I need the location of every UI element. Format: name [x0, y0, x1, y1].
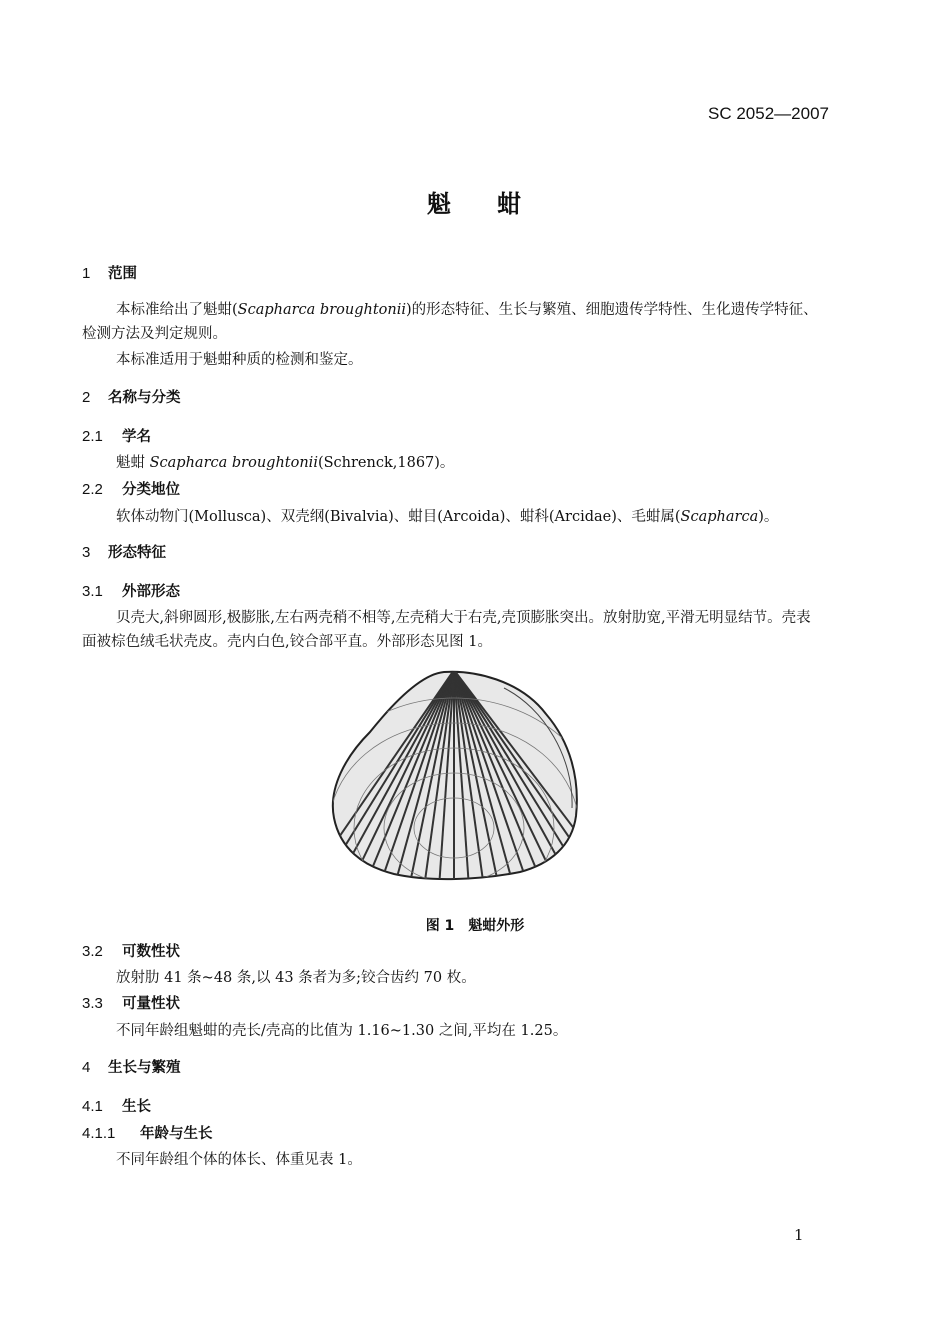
title-char-1: 魁 — [427, 190, 453, 218]
section-4-1-heading: 4.1 生长 — [82, 1098, 151, 1115]
section-1-paragraph-1: 本标准给出了魁蚶(Scapharca broughtonii)的形态特征、生长与繁殖、细胞遗传学特性、生化遗传学特征、检测方法及判定规则。 — [82, 302, 818, 342]
page-number: 1 — [794, 1226, 804, 1244]
title-char-2: 蚶 — [497, 190, 523, 218]
section-2-1-heading: 2.1 学名 — [82, 428, 151, 445]
section-3-heading: 3 形态特征 — [82, 544, 166, 561]
section-number: 1 — [82, 265, 91, 282]
section-4-heading: 4 生长与繁殖 — [82, 1059, 181, 1076]
shell-illustration — [324, 668, 582, 882]
section-3-3-heading: 3.3 可量性状 — [82, 995, 180, 1012]
section-2-1-text: 魁蚶 Scapharca broughtonii(Schrenck,1867)。 — [116, 455, 455, 471]
standard-code: SC 2052—2007 — [708, 104, 829, 123]
page-title — [0, 184, 950, 219]
section-3-3-text: 不同年龄组魁蚶的壳长/壳高的比值为 1.16~1.30 之间,平均在 1.25。 — [116, 1023, 568, 1039]
section-3-2-heading: 3.2 可数性状 — [82, 943, 180, 960]
section-2-2-text: 软体动物门(Mollusca)、双壳纲(Bivalvia)、蚶目(Arcoida)、蚶科(Arcidae)、毛蚶属(Scapharca)。 — [116, 509, 779, 525]
section-4-1-1-heading: 4.1.1 年龄与生长 — [82, 1125, 213, 1142]
section-1-paragraph-2: 本标准适用于魁蚶种质的检测和鉴定。 — [116, 352, 363, 368]
scientific-name: Scapharca broughtonii — [237, 302, 406, 318]
figure-title: 魁蚶外形 — [468, 918, 525, 934]
figure-number: 图 1 — [425, 918, 455, 934]
scientific-name: Scapharca broughtonii — [149, 455, 318, 471]
section-4-1-1-text: 不同年龄组个体的体长、体重见表 1。 — [116, 1152, 362, 1168]
section-2-2-heading: 2.2 分类地位 — [82, 481, 180, 498]
section-2-heading: 2 名称与分类 — [82, 389, 181, 406]
figure-caption — [0, 915, 950, 935]
section-3-1-text: 贝壳大,斜卵圆形,极膨胀,左右两壳稍不相等,左壳稍大于右壳,壳顶膨胀突出。放射肋宽,平滑无明显结节。壳表面被棕色绒毛状壳皮。壳内白色,铰合部平直。外部形态见图 1。 — [82, 610, 811, 650]
section-1-heading — [82, 262, 137, 283]
section-title: 范围 — [108, 266, 137, 282]
genus-name: Scapharca — [680, 509, 759, 525]
section-3-2-text: 放射肋 41 条~48 条,以 43 条者为多;铰合齿约 70 枚。 — [116, 970, 476, 986]
section-3-1-heading: 3.1 外部形态 — [82, 583, 180, 600]
